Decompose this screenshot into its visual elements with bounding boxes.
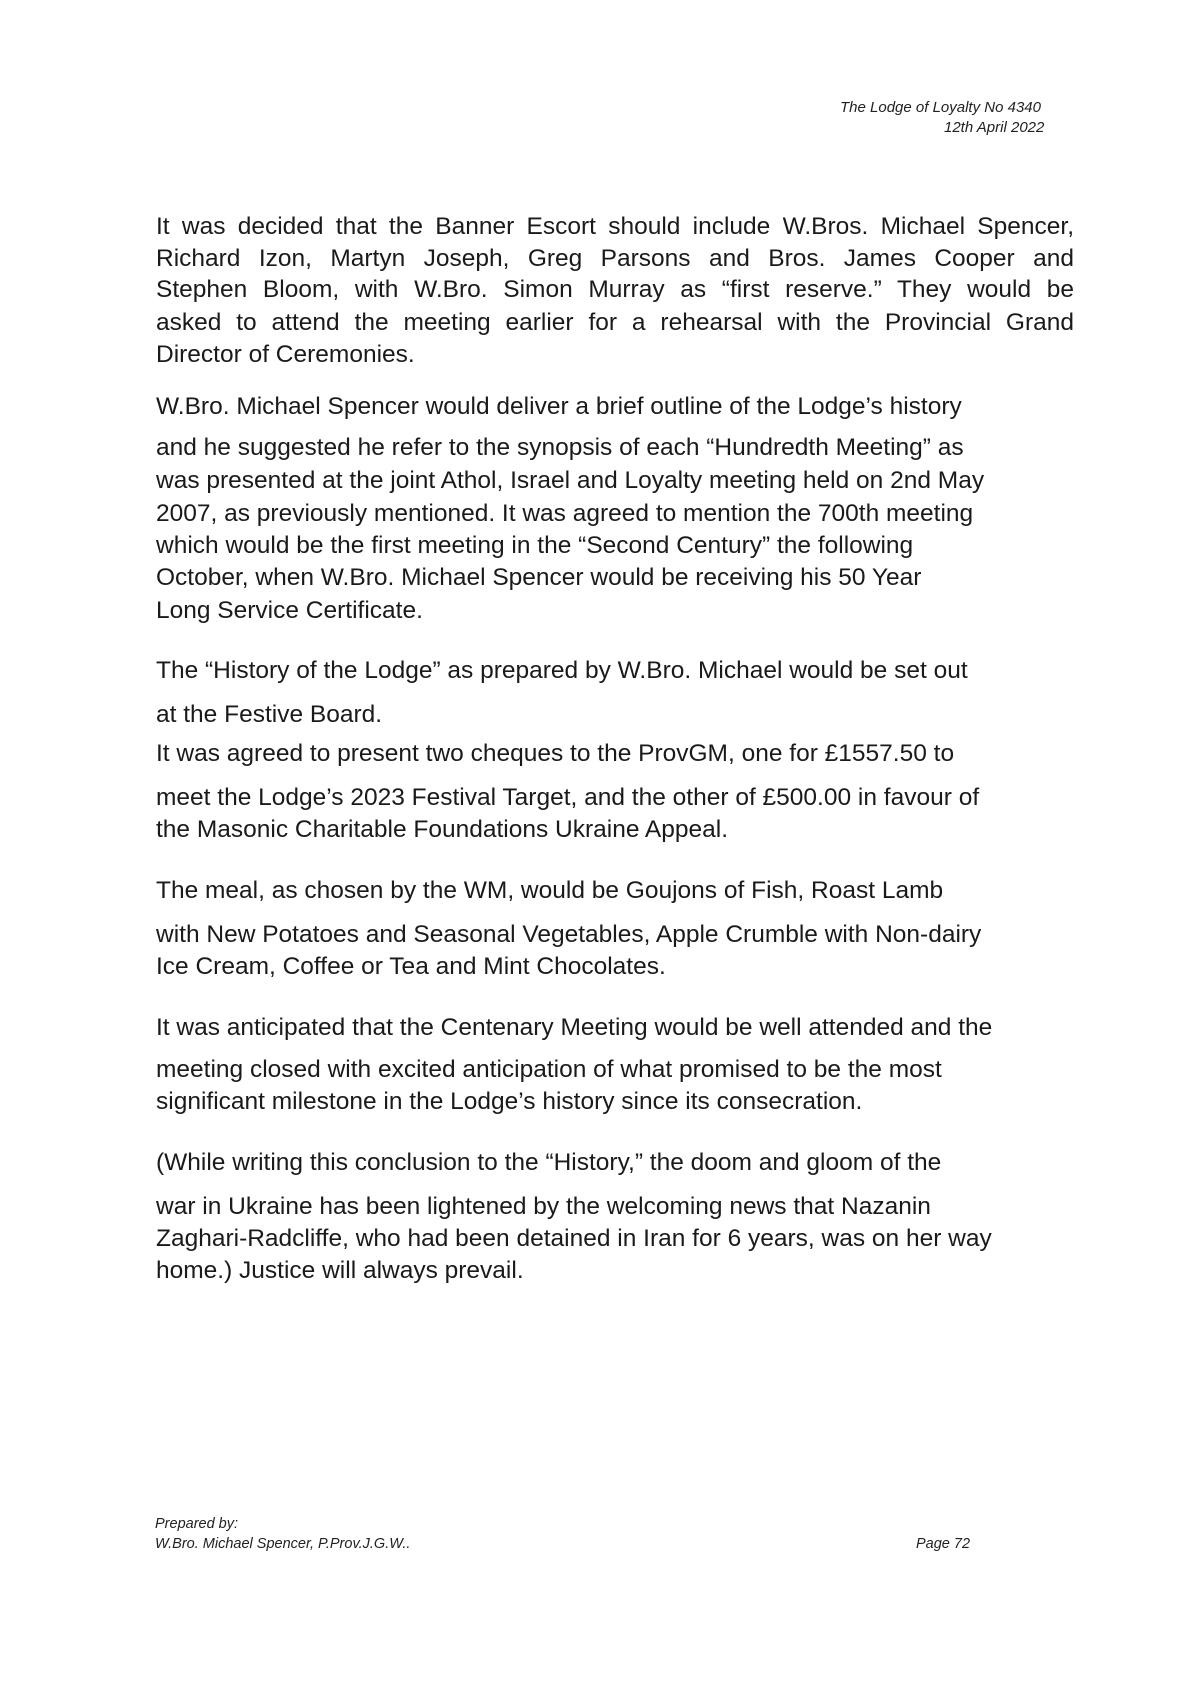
- paragraph-line: 2007, as previously mentioned. It was agreed to mention the 700th meeting: [156, 500, 974, 527]
- paragraph-line: It was agreed to present two cheques to the ProvGM, one for £1557.50 to: [156, 740, 955, 767]
- paragraph-line: (While writing this conclusion to the “History,” the doom and gloom of the: [156, 1149, 942, 1176]
- paragraph-line: The “History of the Lodge” as prepared by W.Bro. Michael would be set out: [156, 657, 968, 684]
- paragraph-line: meet the Lodge’s 2023 Festival Target, and the other of £500.00 in favour of: [156, 784, 980, 811]
- paragraph-line: Richard Izon, Martyn Joseph, Greg Parsons and Bros. James Cooper and: [156, 245, 1074, 272]
- paragraph-line: W.Bro. Michael Spencer would deliver a brief outline of the Lodge’s history: [156, 393, 962, 420]
- paragraph-line: the Masonic Charitable Foundations Ukraine Appeal.: [156, 816, 729, 843]
- paragraph-line: Ice Cream, Coffee or Tea and Mint Chocolates.: [156, 953, 666, 980]
- paragraph-line: meeting closed with excited anticipation of what promised to be the most: [156, 1056, 942, 1083]
- header-date: 12th April 2022: [944, 119, 1045, 136]
- page-number: Page 72: [916, 1536, 971, 1552]
- paragraph-line: and he suggested he refer to the synopsis of each “Hundredth Meeting” as: [156, 434, 964, 461]
- footer-author: W.Bro. Michael Spencer, P.Prov.J.G.W..: [155, 1536, 411, 1552]
- paragraph-line: Zaghari-Radcliffe, who had been detained in Iran for 6 years, was on her way: [156, 1225, 992, 1252]
- paragraph-line: home.) Justice will always prevail.: [156, 1257, 524, 1284]
- paragraph-line: The meal, as chosen by the WM, would be Goujons of Fish, Roast Lamb: [156, 877, 944, 904]
- paragraph-line: war in Ukraine has been lightened by the welcoming news that Nazanin: [156, 1193, 931, 1220]
- header-lodge-name: The Lodge of Loyalty No 4340: [840, 99, 1041, 116]
- paragraph-line: which would be the first meeting in the “Second Century” the following: [156, 532, 914, 559]
- paragraph-line: Stephen Bloom, with W.Bro. Simon Murray as “first reserve.” They would be: [156, 276, 1074, 303]
- paragraph-line: Long Service Certificate.: [156, 597, 423, 624]
- paragraph-line: was presented at the joint Athol, Israel and Loyalty meeting held on 2nd May: [156, 467, 985, 494]
- paragraph-line: with New Potatoes and Seasonal Vegetables, Apple Crumble with Non-dairy: [156, 921, 982, 948]
- paragraph-line: significant milestone in the Lodge’s history since its consecration.: [156, 1088, 863, 1115]
- paragraph-line: asked to attend the meeting earlier for a rehearsal with the Provincial Grand: [156, 309, 1074, 336]
- footer-prepared-label: Prepared by:: [155, 1516, 239, 1532]
- paragraph-line: It was decided that the Banner Escort should include W.Bros. Michael Spencer,: [156, 213, 1074, 240]
- paragraph-line: Director of Ceremonies.: [156, 341, 415, 368]
- paragraph-line: at the Festive Board.: [156, 701, 383, 728]
- paragraph-line: October, when W.Bro. Michael Spencer would be receiving his 50 Year: [156, 564, 922, 591]
- paragraph-line: It was anticipated that the Centenary Meeting would be well attended and the: [156, 1014, 993, 1041]
